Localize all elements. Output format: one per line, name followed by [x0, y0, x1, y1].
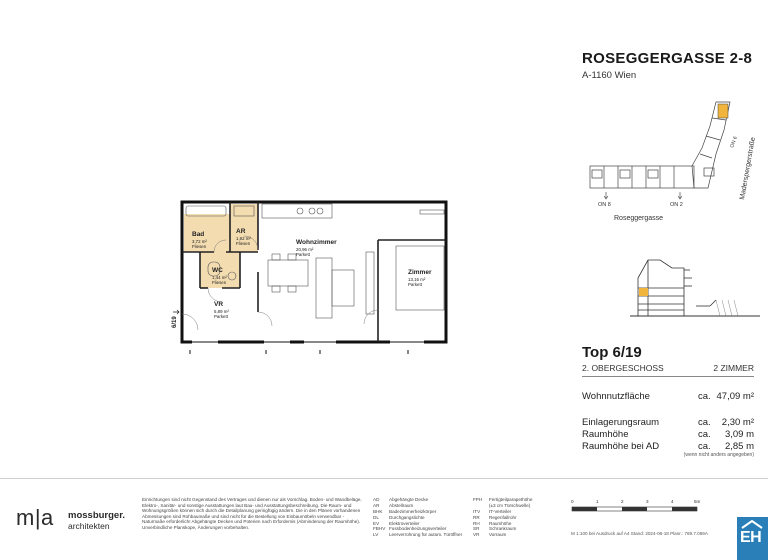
project-street: ROSEGGERGASSE 2-8 [582, 50, 753, 67]
on2-label: ON 2 [670, 202, 683, 208]
abbreviation-legend [373, 497, 565, 538]
room-area-bad: 3,72 m² [192, 239, 207, 244]
scale-tick-5: 5m [694, 499, 701, 504]
unit-floor-row [582, 363, 754, 373]
room-area-wohnzimmer: 20,96 m² [296, 247, 314, 252]
divider [582, 376, 754, 377]
footer-divider [0, 478, 768, 479]
room-floor-bad: Fliesen [192, 244, 207, 249]
room-floor-zimmer: Parkett [408, 282, 422, 287]
building-section [630, 248, 760, 328]
unit-highlight-marker [718, 104, 728, 118]
room-area-vr: 5,89 m² [214, 309, 229, 314]
scale-tick-1: 1 [596, 499, 599, 504]
scale-bar [571, 497, 705, 517]
scale-tick-0: 0 [571, 499, 574, 504]
room-name-bad: Bad [192, 231, 205, 238]
spec-value: 47,09 m² [716, 391, 754, 402]
spec-note: (wenn nicht anders angegeben) [683, 452, 754, 458]
logo-mark: m|a [16, 505, 54, 530]
room-floor-ar: Fliesen [236, 241, 251, 246]
legend-row: EV Elektroverteiler RH Raumhöhe [373, 520, 512, 526]
on6-label: ON 6 [729, 135, 739, 149]
spec-value: 3,09 m [724, 429, 754, 440]
bath-area [184, 214, 230, 252]
room-name-ar: AR [236, 228, 246, 235]
scale-tick-4: 4 [671, 499, 674, 504]
spec-label: Raumhöhe bei AD [582, 441, 660, 452]
disclaimer-text: Einrichtungen sind nicht Gegenstand des Vertrages und dienen nur als Vorschlag. Boden- und Wandbeläge, Elektro-, Sanitär- und sonstige Ausstattungen laut Bau- und Ausstattungsbeschreibung. Die Raum- und Wohnungsgrößen können sich durch die Detailplanung geringfügig ändern. Die in den Plänen vorhandenen Abmessungen sind Rohbaumaße und sind nicht für die Bestellung von Einbaumöbeln verwendbar - Naturmaße erforderlich! Abgehängte Decken und Poterien nach Erfordernis (Abminderung der Raumhöhe). Unverbindliche Planskope, Änderungen vorbehalten. [142, 497, 362, 530]
legend-row: AR Abstellraum (±3 cm Türschwelle) [373, 502, 531, 508]
section-unit-highlight [639, 288, 648, 296]
room-area-wc: 1,44 m² [212, 275, 227, 280]
street-bottom-label: Roseggergasse [614, 215, 664, 222]
unit-title: Top 6/19 [582, 344, 642, 361]
spec-label: Wohnnutzfläche [582, 391, 650, 402]
scale-note: M 1:100 bei Ausdruck auf A4 Stand: 2024-06-18 Planr.: 769.7.069A [571, 531, 708, 536]
unit-rooms: 2 ZIMMER [713, 363, 754, 373]
entry-label: 6/19 [172, 316, 178, 328]
legend-row: LV Leerverrohrung für autom. Türöffner VR Vorraum [373, 532, 507, 538]
entry-arrow-icon [173, 310, 179, 314]
room-name-wc: WC [212, 267, 223, 274]
site-plan-map [584, 88, 760, 230]
brand-sub: architekten [68, 521, 110, 531]
unit-floor: 2. OBERGESCHOSS [582, 363, 664, 373]
legend-row: BHK Badezimmerheizkörper ITV IT-Verteiler [373, 508, 512, 514]
brand-name: mossburger. [68, 510, 126, 521]
eh-badge [737, 517, 768, 560]
eh-badge-label: EH [740, 529, 762, 546]
room-name-vr: VR [214, 301, 224, 308]
scale-tick-2: 2 [621, 499, 624, 504]
room-area-ar: 1,92 m² [236, 236, 251, 241]
spec-ca: ca. [698, 429, 711, 440]
floor-plan [170, 192, 460, 367]
spec-ca: ca. [698, 417, 711, 428]
on8-label: ON 8 [598, 202, 611, 208]
spec-value: 2,85 m [724, 441, 754, 452]
street-side-label: Maderspergerstraße [739, 136, 757, 201]
room-area-zimmer: 13,16 m² [408, 277, 426, 282]
project-city: A-1160 Wien [582, 70, 637, 81]
scale-tick-3: 3 [646, 499, 649, 504]
legend-row: DL Durchgangslichte RR Regenfallrohr [373, 514, 517, 520]
spec-ca: ca. [698, 441, 711, 452]
legend-row: AD Abgehängte Decke FPH Fertigteilparapethöhe [373, 497, 533, 502]
room-name-wohnzimmer: Wohnzimmer [296, 239, 337, 246]
room-floor-wohnzimmer: Parkett [296, 252, 310, 257]
room-floor-vr: Parkett [214, 314, 228, 319]
spec-value: 2,30 m² [721, 417, 754, 428]
spec-label: Raumhöhe [582, 429, 629, 440]
room-floor-wc: Fliesen [212, 280, 227, 285]
spec-ca: ca. [698, 391, 711, 402]
spec-label: Einlagerungsraum [582, 417, 660, 428]
roof-icon [741, 520, 763, 529]
room-name-zimmer: Zimmer [408, 269, 432, 276]
legend-row: FBHV Fussbodenheizungsverteiler SR Schrankraum [373, 526, 517, 532]
architect-logo [16, 505, 54, 531]
